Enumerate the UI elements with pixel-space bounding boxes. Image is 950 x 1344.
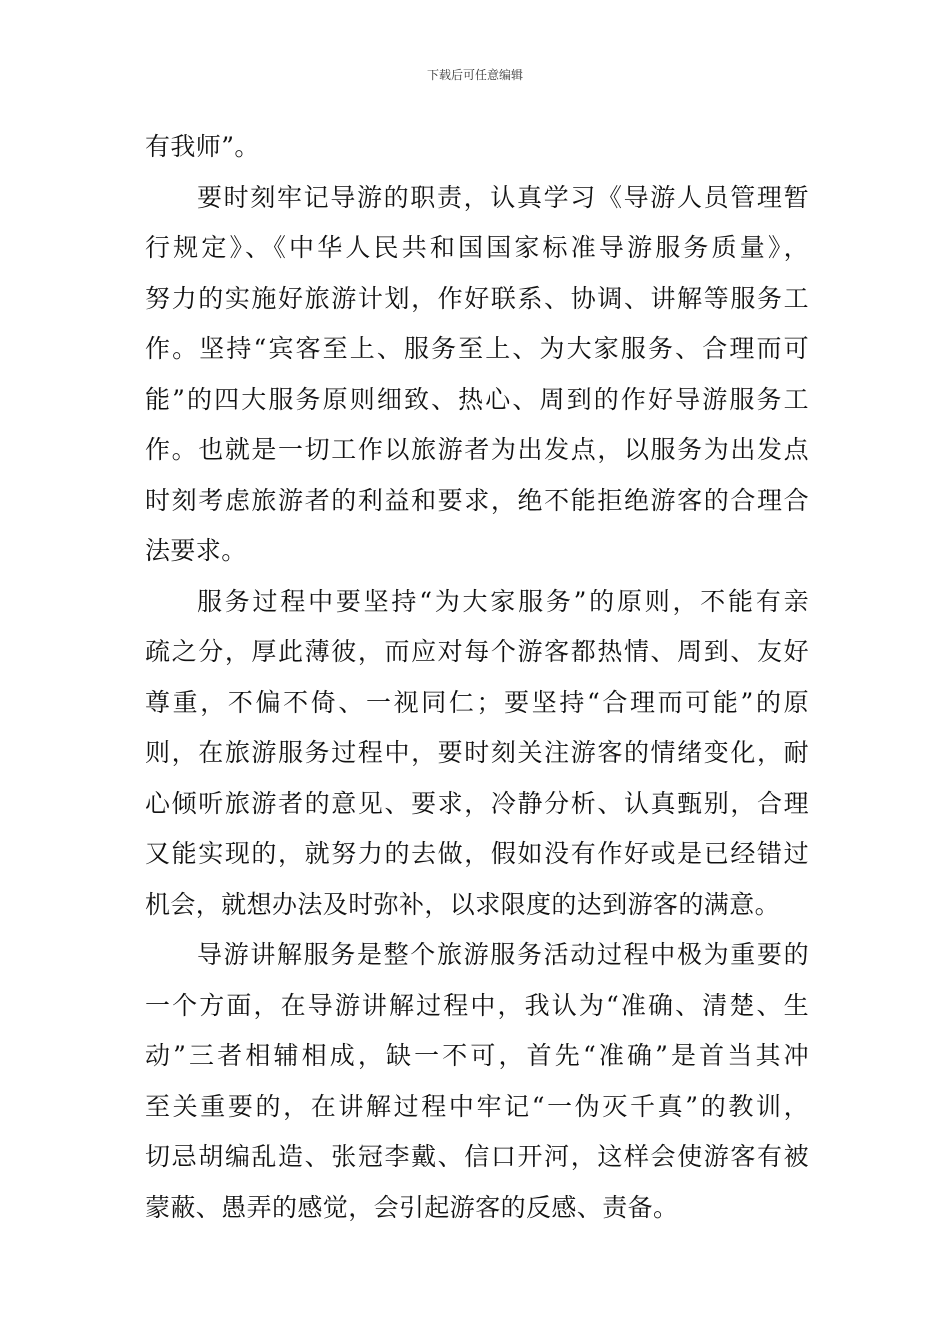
text-line: 机会，就想办法及时弥补，以求限度的达到游客的满意。 xyxy=(145,889,781,919)
body-text xyxy=(145,122,809,1233)
text-line: 要时刻牢记导游的职责，认真学习《导游人员管理暂 xyxy=(197,182,809,212)
text-line: 作。也就是一切工作以旅游者为出发点，以服务为出发点 xyxy=(145,435,809,464)
text-line: 时刻考虑旅游者的利益和要求，绝不能拒绝游客的合理合 xyxy=(145,485,809,515)
text-line: 尊重，不偏不倚、一视同仁；要坚持“合理而可能”的原 xyxy=(145,687,809,717)
text-line: 疏之分，厚此薄彼，而应对每个游客都热情、周到、友好 xyxy=(145,637,809,666)
text-line: 行规定》、《中华人民共和国国家标准导游服务质量》， xyxy=(145,233,809,262)
text-line: 心倾听旅游者的意见、要求，冷静分析、认真甄别，合理 xyxy=(145,788,809,818)
text-line: 作。坚持“宾客至上、服务至上、为大家服务、合理而可 xyxy=(145,334,809,363)
text-line: 导游讲解服务是整个旅游服务活动过程中极为重要的 xyxy=(197,940,809,969)
text-line: 蒙蔽、愚弄的感觉，会引起游客的反感、责备。 xyxy=(145,1192,679,1222)
text-line: 又能实现的，就努力的去做，假如没有作好或是已经错过 xyxy=(145,839,809,868)
text-line: 努力的实施好旅游计划，作好联系、协调、讲解等服务工 xyxy=(145,283,809,313)
text-line: 动”三者相辅相成，缺一不可，首先“准确”是首当其冲 xyxy=(145,1041,809,1070)
page-header: 下载后可任意编辑 xyxy=(426,68,523,82)
text-line: 法要求。 xyxy=(145,536,247,565)
text-line: 能”的四大服务原则细致、热心、周到的作好导游服务工 xyxy=(145,384,809,414)
text-line: 至关重要的，在讲解过程中牢记“一伪灭千真”的教训， xyxy=(145,1091,809,1121)
text-line: 切忌胡编乱造、张冠李戴、信口开河，这样会使游客有被 xyxy=(145,1142,809,1171)
text-line: 一个方面，在导游讲解过程中，我认为“准确、清楚、生 xyxy=(145,990,809,1020)
text-line: 则，在旅游服务过程中，要时刻关注游客的情绪变化，耐 xyxy=(145,738,809,767)
text-line: 有我师”。 xyxy=(145,132,260,161)
text-line: 服务过程中要坚持“为大家服务”的原则，不能有亲 xyxy=(197,586,809,616)
